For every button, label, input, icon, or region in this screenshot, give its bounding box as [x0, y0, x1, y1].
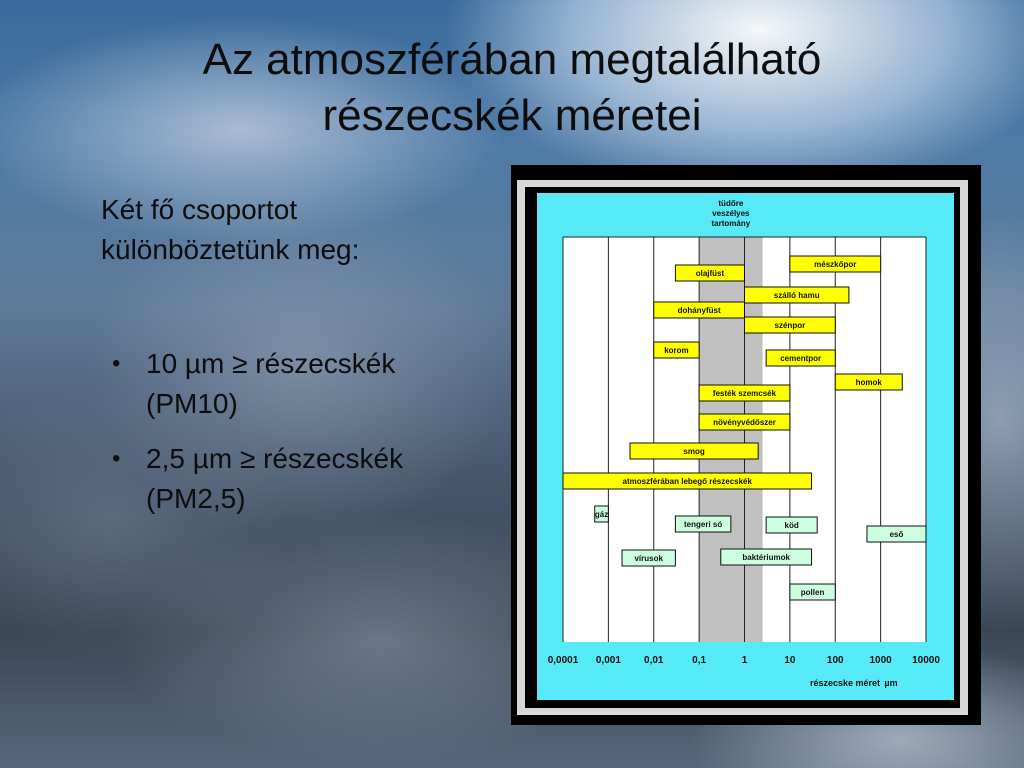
bar-11 — [630, 443, 758, 459]
x-tick-label: 100 — [826, 655, 844, 666]
x-tick-label: 0,0001 — [547, 655, 579, 666]
bar-9 — [699, 385, 790, 401]
bar-17 — [622, 550, 675, 566]
bullet-item-pm10 — [112, 344, 482, 424]
x-axis-unit: µm — [884, 678, 898, 688]
bar-label: növényvédőszer — [713, 418, 776, 427]
bar-7 — [766, 350, 835, 366]
bar-label: festék szemcsék — [712, 389, 777, 398]
x-axis-label: részecske méret — [809, 678, 880, 688]
bar-label: mészkőpor — [814, 260, 857, 269]
x-tick-label: 0,001 — [595, 655, 621, 666]
bar-label: korom — [664, 346, 689, 355]
slide-title-line-2: részecskék méretei — [322, 91, 702, 140]
x-tick-label: 1000 — [869, 655, 892, 666]
bar-label: szálló hamu — [773, 291, 820, 300]
bar-6 — [654, 342, 699, 358]
slide-title — [0, 32, 1024, 144]
bar-19 — [790, 584, 835, 600]
x-tick-label: 0,01 — [644, 655, 664, 666]
x-tick-label: 0,1 — [692, 655, 707, 666]
bar-label: cementpor — [780, 354, 822, 363]
bar-2 — [790, 256, 881, 272]
bar-10 — [699, 414, 790, 430]
bar-label: olajfüst — [695, 269, 725, 278]
bullet-dot-icon: • — [112, 445, 121, 472]
bar-18 — [721, 549, 812, 565]
bar-label: köd — [784, 521, 799, 530]
particle-size-chart — [537, 193, 954, 700]
bar-label: vírusok — [634, 554, 663, 563]
bar-14 — [675, 516, 730, 532]
bar-5 — [745, 317, 836, 333]
hazard-label-line: veszélyes — [712, 209, 750, 218]
bar-label: smog — [683, 447, 705, 456]
slide-title-line-1: Az atmoszférában megtalálható — [202, 35, 822, 84]
bar-label: eső — [889, 530, 904, 539]
bar-12 — [563, 473, 812, 489]
bar-label: gáz — [594, 510, 609, 519]
hazard-label-line: tartomány — [711, 219, 751, 228]
bar-label: atmoszférában lebegő részecskék — [622, 477, 752, 486]
bar-label: dohányfüst — [677, 306, 721, 315]
x-tick-label: 10000 — [912, 655, 940, 666]
bullet-dot-icon: • — [112, 350, 121, 377]
bar-4 — [654, 302, 745, 318]
bar-label: tengeri só — [684, 520, 723, 529]
bar-label: homok — [855, 378, 882, 387]
bar-3 — [745, 287, 849, 303]
bullet-text-pm10: 10 µm ≥ részecskék (PM10) — [146, 348, 396, 419]
bar-15 — [766, 517, 817, 533]
bar-label: pollen — [800, 588, 825, 597]
x-tick-label: 10 — [784, 655, 796, 666]
bar-1 — [675, 265, 744, 281]
intro-text: Két fő csoportot különböztetünk meg: — [101, 194, 360, 265]
bar-label: szénpor — [774, 321, 806, 330]
x-tick-labels — [548, 655, 941, 666]
x-tick-label: 1 — [741, 655, 748, 666]
bar-8 — [835, 374, 902, 390]
bullet-list — [112, 344, 482, 534]
bar-16 — [867, 526, 926, 542]
hazard-label-line: tüdőre — [718, 199, 744, 208]
bar-label: baktériumok — [742, 553, 790, 562]
bar-13 — [595, 506, 609, 522]
bullet-text-pm25: 2,5 µm ≥ részecskék (PM2,5) — [146, 443, 404, 514]
bullet-item-pm25 — [112, 439, 482, 519]
